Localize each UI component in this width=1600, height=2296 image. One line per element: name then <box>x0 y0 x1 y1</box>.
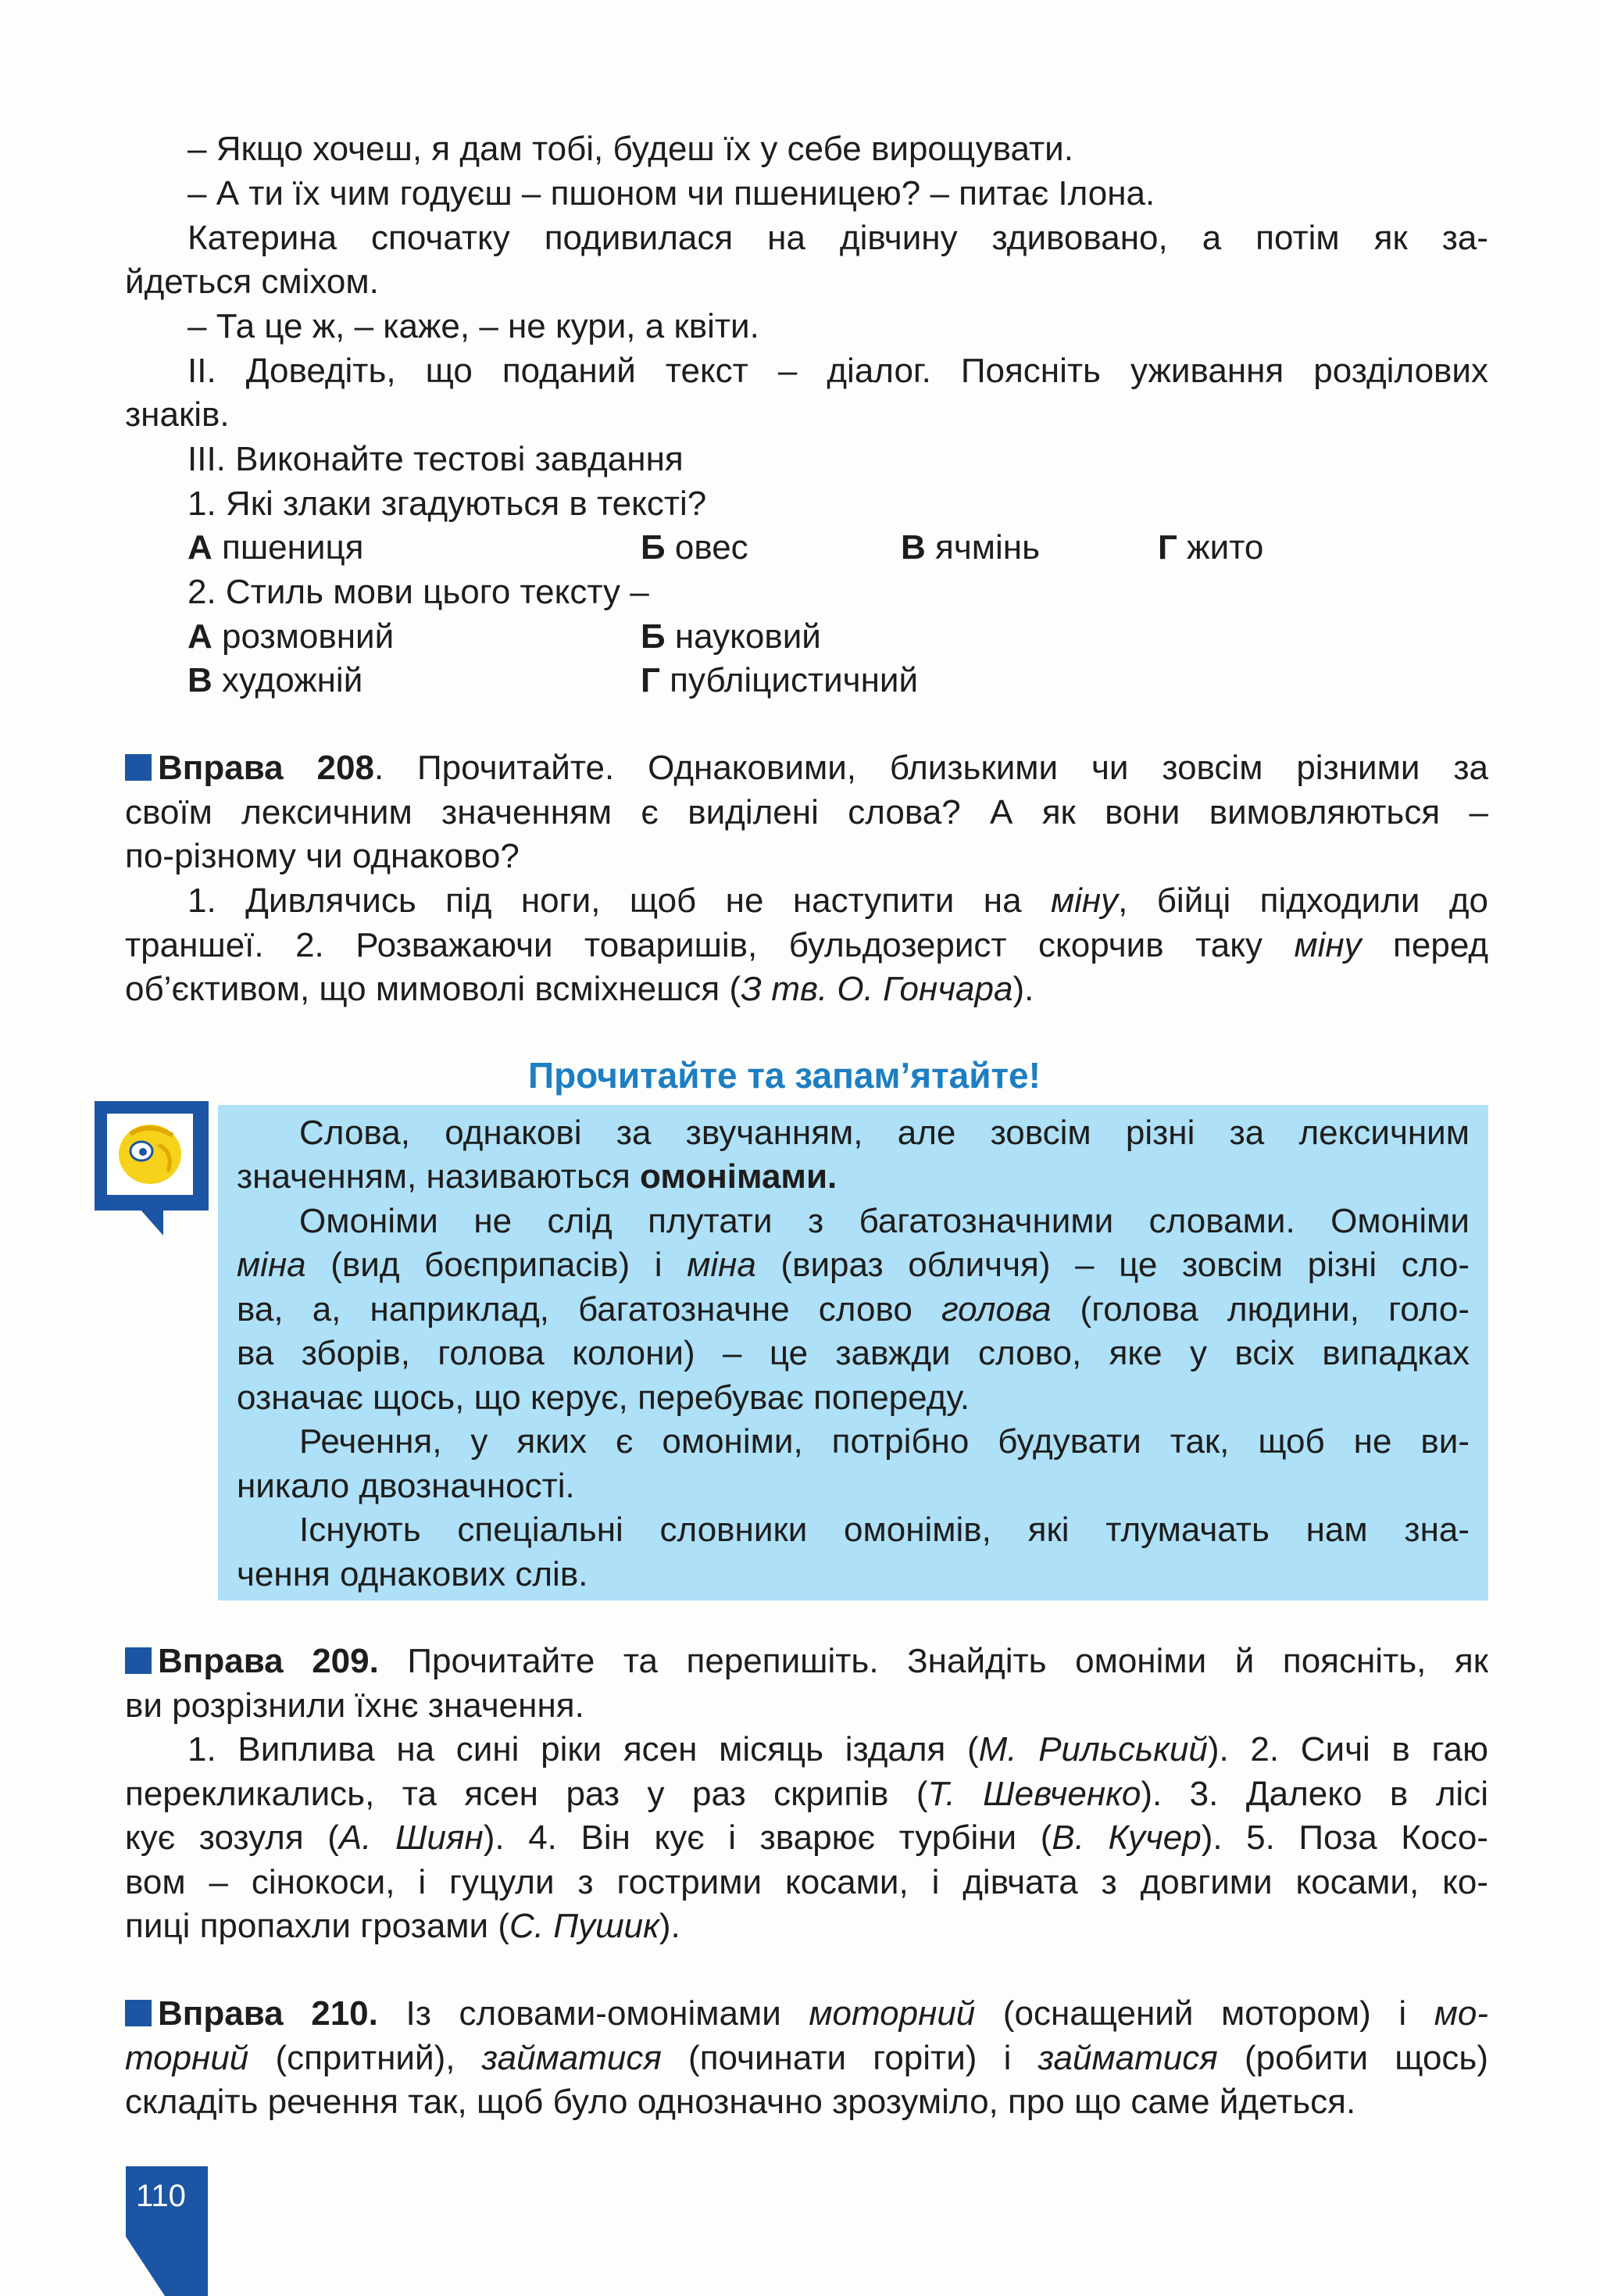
test1-option-c: В ячмінь <box>901 528 1041 567</box>
dialogue-line: – Якщо хочеш, я дам тобі, будеш їх у себе вирощувати. <box>188 130 1073 168</box>
exercise-208-heading: Вправа 208. Прочитайте. Однаковими, близькими чи зовсім різними за <box>125 746 1488 790</box>
exercise-209-sentence: вом – сінокоси, і гуцули з гострими косами, і дівчата з довгими косами, ко- <box>125 1863 1488 1901</box>
rule-line: міна (вид боєприпасів) і міна (вираз обличчя) – це зовсім різні сло- <box>237 1246 1470 1284</box>
rule-line: Слова, однакові за звучанням, але зовсім різні за лексичним <box>299 1114 1470 1152</box>
test2-option-d: Г публіцистичний <box>641 661 919 699</box>
page-number-tab <box>126 2166 208 2296</box>
dialogue-line: – А ти їх чим годуєш – пшоном чи пшеницею? – питає Ілона. <box>188 174 1155 213</box>
rule-line: Речення, у яких є омоніми, потрібно будувати так, щоб не ви- <box>299 1422 1470 1461</box>
test-question-1: 1. Які злаки згадуються в тексті? <box>188 485 707 523</box>
exercise-208-sentence: 1. Дивлячись під ноги, щоб не наступити на міну, бійці підходили до <box>188 882 1488 920</box>
test1-option-d: Г жито <box>1158 528 1264 567</box>
exercise-208-line: по-різному чи однаково? <box>125 837 520 875</box>
task-line: ІІ. Доведіть, що поданий текст – діалог. Поясніть уживання розділових <box>188 352 1488 390</box>
exercise-208-sentence: траншеї. 2. Розважаючи товаришів, бульдозерист скорчив таку міну перед <box>125 926 1488 964</box>
rule-line: Існують спеціальні словники омонімів, які тлумачать нам зна- <box>299 1511 1470 1549</box>
dialogue-line: – Та це ж, – каже, – не кури, а квіти. <box>188 307 759 345</box>
exercise-208-line: своїм лексичним значенням є виділені слова? А як вони вимовляються – <box>125 793 1488 831</box>
exercise-210-heading: Вправа 210. Із словами-омонімами моторний (оснащений мотором) і мо- <box>125 1992 1488 2036</box>
square-bullet-icon <box>125 754 152 781</box>
test1-option-a: А пшениця <box>188 528 364 567</box>
task-line: ІІІ. Виконайте тестові завдання <box>188 440 684 478</box>
task-line: знаків. <box>125 395 230 434</box>
rule-icon-frame <box>95 1101 209 1211</box>
test-question-2: 2. Стиль мови цього тексту – <box>188 573 649 611</box>
speech-tail-icon <box>140 1209 163 1236</box>
exercise-208-sentence: об’єктивом, що мимоволі всміхнешся (З тв. О. Гончара). <box>125 970 1034 1008</box>
exercise-210-line: складіть речення так, щоб було однозначно зрозуміло, про що саме йдеться. <box>125 2083 1356 2121</box>
exercise-209-sentence: перекликались, та ясен раз у раз скрипів (Т. Шевченко). 3. Далеко в лісі <box>125 1775 1488 1813</box>
rule-line: Омоніми не слід плутати з багатозначними словами. Омоніми <box>299 1202 1470 1240</box>
test2-option-c: В художній <box>188 661 363 699</box>
hand-pointer-icon <box>107 1114 193 1195</box>
rule-line: чення однакових слів. <box>237 1555 588 1593</box>
exercise-210-line: торний (спритний), займатися (починати горіти) і займатися (робити щось) <box>125 2039 1488 2077</box>
test1-option-b: Б овес <box>641 528 748 567</box>
corner-arrow-icon <box>126 2233 208 2296</box>
exercise-209-heading: Вправа 209. Прочитайте та перепишіть. Знайдіть омоніми й поясніть, як <box>125 1640 1488 1683</box>
exercise-209-sentence: кує зозуля (А. Шиян). 4. Він кує і зварює турбіни (В. Кучер). 5. Поза Косо- <box>125 1819 1488 1857</box>
square-bullet-icon <box>125 1647 152 1674</box>
exercise-209-line: ви розрізнили їхнє значення. <box>125 1686 584 1725</box>
rule-line: никало двозначності. <box>237 1467 575 1505</box>
narration-line: йдеться сміхом. <box>125 263 379 301</box>
rule-line: означає щось, що керує, перебуває попереду. <box>237 1379 970 1417</box>
test2-option-b: Б науковий <box>641 617 821 656</box>
rule-heading: Прочитайте та запам’ятайте! <box>528 1055 1041 1096</box>
square-bullet-icon <box>125 2000 152 2026</box>
test2-option-a: А розмовний <box>188 617 395 656</box>
rule-line: ва, а, наприклад, багатозначне слово голова (голова людини, голо- <box>237 1290 1470 1329</box>
rule-line: ва зборів, голова колони) – це завжди слово, яке у всіх випадках <box>237 1334 1470 1372</box>
narration-line: Катерина спочатку подивилася на дівчину здивовано, а потім як за- <box>188 219 1488 257</box>
exercise-209-sentence: пиці пропахли грозами (С. Пушик). <box>125 1907 680 1945</box>
page-number: 110 <box>136 2179 186 2213</box>
exercise-209-sentence: 1. Виплива на сині ріки ясен місяць іздаля (М. Рильський). 2. Сичі в гаю <box>188 1730 1488 1768</box>
rule-line: значенням, називаються омонімами. <box>237 1157 838 1196</box>
